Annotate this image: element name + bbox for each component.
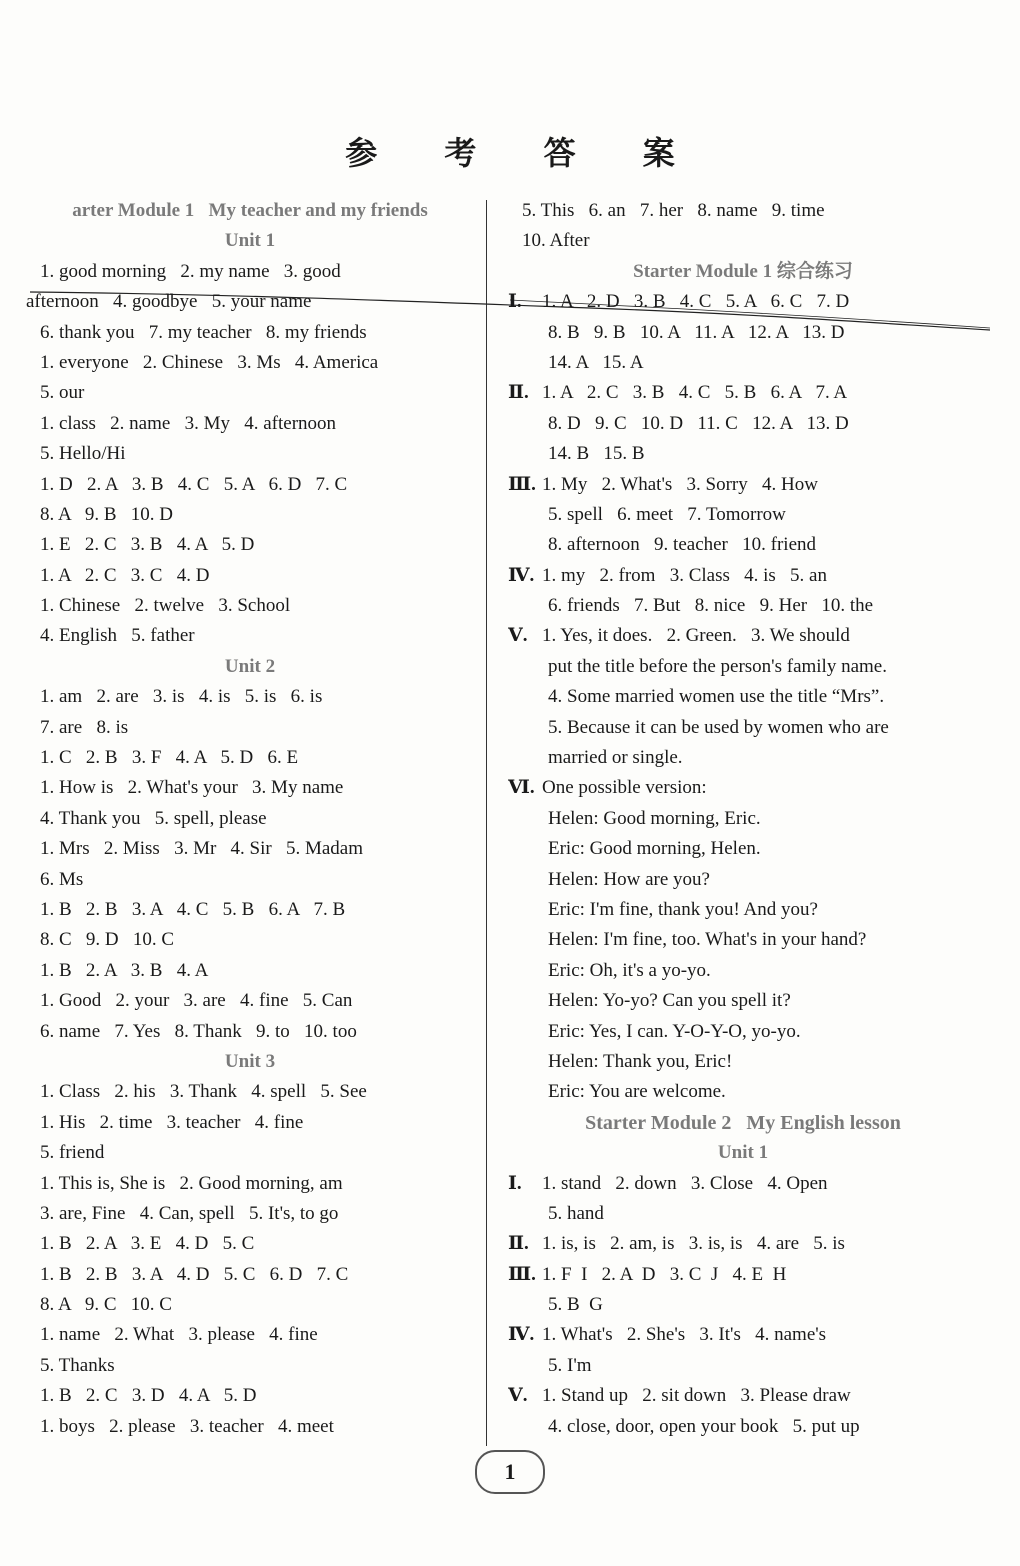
- line-text: 1. A 2. D 3. B 4. C 5. A 6. C 7. D: [542, 291, 850, 313]
- left-column: [26, 196, 474, 1442]
- answer-line: [26, 1290, 474, 1320]
- line-text: 6. thank you 7. my teacher 8. my friends: [40, 321, 367, 343]
- line-text: 8. B 9. B 10. A 11. A 12. A 13. D: [548, 321, 845, 343]
- line-text: 1. B 2. B 3. A 4. D 5. C 6. D 7. C: [40, 1263, 349, 1285]
- line-text: afternoon 4. goodbye 5. your name: [26, 291, 312, 313]
- line-text: Starter Module 1 综合练习: [633, 260, 853, 282]
- line-text: Eric: I'm fine, thank you! And you?: [548, 898, 818, 920]
- line-text: 5. our: [40, 382, 85, 404]
- answer-line: [26, 1077, 474, 1107]
- answer-line: [508, 743, 978, 773]
- section-numeral: Ⅴ.: [508, 1385, 528, 1407]
- line-text: Eric: You are welcome.: [548, 1081, 726, 1103]
- answer-line: [508, 682, 978, 712]
- line-text: 1. A 2. C 3. C 4. D: [40, 564, 210, 586]
- line-text: 1. Stand up 2. sit down 3. Please draw: [542, 1385, 851, 1407]
- line-text: Helen: Thank you, Eric!: [548, 1050, 733, 1072]
- answer-line: [26, 561, 474, 591]
- line-text: 5. friend: [40, 1142, 105, 1164]
- line-text: Starter Module 2 My English lesson: [585, 1111, 901, 1134]
- line-text: 1. This is, She is 2. Good morning, am: [40, 1172, 343, 1194]
- answer-line: [26, 1381, 474, 1411]
- answer-line: [26, 1351, 474, 1381]
- section-numeral: Ⅰ.: [508, 1172, 522, 1194]
- section-numeral: Ⅴ.: [508, 625, 528, 647]
- line-text: Unit 1: [717, 1142, 769, 1164]
- line-text: Eric: Yes, I can. Y-O-Y-O, yo-yo.: [548, 1020, 801, 1042]
- answer-line: [26, 956, 474, 986]
- line-text: 1. B 2. A 3. E 4. D 5. C: [40, 1233, 255, 1255]
- answer-line: [26, 773, 474, 803]
- answer-line: [508, 925, 978, 955]
- line-text: 1. C 2. B 3. F 4. A 5. D 6. E: [40, 747, 299, 769]
- answer-line: [508, 1412, 978, 1442]
- line-text: 8. D 9. C 10. D 11. C 12. A 13. D: [548, 412, 849, 434]
- section-numeral: Ⅰ.: [508, 291, 522, 313]
- answer-line: [508, 591, 978, 621]
- answer-line: [508, 1351, 978, 1381]
- line-text: 1. What's 2. She's 3. It's 4. name's: [542, 1324, 827, 1346]
- line-text: 1. my 2. from 3. Class 4. is 5. an: [542, 564, 827, 586]
- answer-line: [508, 318, 978, 348]
- line-text: 5. Thanks: [40, 1354, 115, 1376]
- section-numeral: Ⅱ.: [508, 382, 529, 404]
- answer-line: [26, 287, 474, 317]
- line-text: put the title before the person's family name.: [548, 655, 887, 677]
- line-text: arter Module 1 My teacher and my friends: [72, 200, 428, 221]
- answer-line: [508, 956, 978, 986]
- answer-line: [508, 348, 978, 378]
- line-text: 1. My 2. What's 3. Sorry 4. How: [542, 473, 818, 495]
- answer-line: [508, 1017, 978, 1047]
- section-numeral: Ⅳ.: [508, 564, 535, 586]
- line-text: 1. everyone 2. Chinese 3. Ms 4. America: [40, 351, 379, 373]
- section-numeral: Ⅵ.: [508, 777, 535, 799]
- answer-line: [26, 257, 474, 287]
- answer-line: [508, 470, 978, 500]
- line-text: 1. B 2. C 3. D 4. A 5. D: [40, 1385, 257, 1407]
- line-text: 5. I'm: [548, 1354, 592, 1376]
- line-text: 5. Hello/Hi: [40, 443, 126, 465]
- answer-line: [26, 1260, 474, 1290]
- answer-line: [26, 500, 474, 530]
- line-text: 1. F I 2. A D 3. C J 4. E H: [542, 1263, 787, 1285]
- answer-line: [508, 621, 978, 651]
- answer-line: [26, 1229, 474, 1259]
- line-text: 5. Because it can be used by women who are: [548, 716, 889, 738]
- line-text: 3. are, Fine 4. Can, spell 5. It's, to go: [40, 1202, 339, 1224]
- answer-line: [508, 713, 978, 743]
- answer-line: [508, 1169, 978, 1199]
- line-text: 1. Mrs 2. Miss 3. Mr 4. Sir 5. Madam: [40, 838, 364, 860]
- answer-line: [26, 439, 474, 469]
- line-text: 1. am 2. are 3. is 4. is 5. is 6. is: [40, 686, 323, 708]
- answer-line: [26, 865, 474, 895]
- answer-line: [508, 1077, 978, 1107]
- line-text: 8. C 9. D 10. C: [40, 929, 175, 951]
- answer-line: [508, 500, 978, 530]
- answer-line: [508, 834, 978, 864]
- answer-line: [508, 652, 978, 682]
- answer-line: [26, 1017, 474, 1047]
- answer-line: [26, 1138, 474, 1168]
- answer-line: [26, 804, 474, 834]
- line-text: 1. E 2. C 3. B 4. A 5. D: [40, 534, 255, 556]
- line-text: 4. English 5. father: [40, 625, 195, 647]
- section-heading: [26, 226, 474, 256]
- line-text: 1. Class 2. his 3. Thank 4. spell 5. See: [40, 1081, 367, 1103]
- line-text: Eric: Oh, it's a yo-yo.: [548, 959, 711, 981]
- answer-line: [508, 1320, 978, 1350]
- line-text: 1. Yes, it does. 2. Green. 3. We should: [542, 625, 850, 647]
- line-text: Helen: I'm fine, too. What's in your hand?: [548, 929, 867, 951]
- section-numeral: Ⅲ.: [508, 473, 536, 495]
- answer-line: [26, 1320, 474, 1350]
- line-text: 1. Chinese 2. twelve 3. School: [40, 595, 291, 617]
- line-text: 1. A 2. C 3. B 4. C 5. B 6. A 7. A: [542, 382, 848, 404]
- line-text: 6. Ms: [40, 868, 84, 890]
- answer-line: [26, 348, 474, 378]
- answer-line: [26, 743, 474, 773]
- section-heading: [26, 196, 474, 226]
- answer-line: [26, 1169, 474, 1199]
- line-text: Helen: How are you?: [548, 868, 710, 890]
- answer-line: [26, 895, 474, 925]
- answer-line: [508, 895, 978, 925]
- answer-line: [26, 318, 474, 348]
- answer-line: [26, 470, 474, 500]
- answer-line: [26, 621, 474, 651]
- answer-line: [508, 1229, 978, 1259]
- answer-line: [508, 1260, 978, 1290]
- answer-line: [26, 713, 474, 743]
- page-number: 1: [475, 1450, 545, 1494]
- line-text: Unit 2: [224, 655, 276, 677]
- answer-line: [508, 1381, 978, 1411]
- line-text: 5. This 6. an 7. her 8. name 9. time: [522, 200, 825, 221]
- line-text: 5. hand: [548, 1202, 604, 1224]
- line-text: Unit 3: [224, 1050, 276, 1072]
- answer-line: [508, 1199, 978, 1229]
- answer-line: [508, 439, 978, 469]
- line-text: One possible version:: [542, 777, 707, 799]
- line-text: 14. A 15. A: [548, 351, 644, 373]
- answer-line: [508, 804, 978, 834]
- section-heading: [508, 1108, 978, 1138]
- line-text: 1. stand 2. down 3. Close 4. Open: [542, 1172, 828, 1194]
- line-text: 1. name 2. What 3. please 4. fine: [40, 1324, 318, 1346]
- answer-line: [26, 1412, 474, 1442]
- line-text: 5. B G: [548, 1294, 603, 1316]
- line-text: 8. A 9. B 10. D: [40, 503, 174, 525]
- answer-line: [508, 409, 978, 439]
- line-text: 10. After: [522, 230, 590, 252]
- answer-line: [508, 865, 978, 895]
- line-text: 4. Some married women use the title “Mrs”.: [548, 686, 885, 708]
- line-text: 4. close, door, open your book 5. put up: [548, 1415, 860, 1437]
- line-text: Helen: Good morning, Eric.: [548, 807, 761, 829]
- line-text: 1. is, is 2. am, is 3. is, is 4. are 5. is: [542, 1233, 845, 1255]
- answer-line: [26, 530, 474, 560]
- line-text: 4. Thank you 5. spell, please: [40, 807, 267, 829]
- line-text: 7. are 8. is: [40, 716, 129, 738]
- line-text: 1. D 2. A 3. B 4. C 5. A 6. D 7. C: [40, 473, 348, 495]
- line-text: 14. B 15. B: [548, 443, 645, 465]
- line-text: 1. B 2. A 3. B 4. A: [40, 959, 209, 981]
- section-numeral: Ⅳ.: [508, 1324, 535, 1346]
- line-text: Unit 1: [224, 230, 276, 252]
- page-title: 参 考 答 案: [345, 134, 703, 172]
- section-heading: [508, 257, 978, 287]
- answer-line: [508, 196, 978, 226]
- line-text: 1. How is 2. What's your 3. My name: [40, 777, 344, 799]
- page-footer: [0, 1450, 1020, 1494]
- line-text: 1. boys 2. please 3. teacher 4. meet: [40, 1415, 334, 1437]
- line-text: 1. class 2. name 3. My 4. afternoon: [40, 412, 337, 434]
- answer-line: [26, 986, 474, 1016]
- section-heading: [26, 652, 474, 682]
- section-heading: [26, 1047, 474, 1077]
- line-text: Helen: Yo-yo? Can you spell it?: [548, 990, 791, 1012]
- answer-line: [508, 561, 978, 591]
- right-column: [508, 196, 978, 1442]
- answer-line: [26, 378, 474, 408]
- answer-line: [508, 226, 978, 256]
- answer-line: [26, 1199, 474, 1229]
- line-text: 6. friends 7. But 8. nice 9. Her 10. the: [548, 595, 874, 617]
- answer-line: [26, 834, 474, 864]
- answer-line: [26, 1108, 474, 1138]
- section-heading: [508, 1138, 978, 1168]
- line-text: 1. His 2. time 3. teacher 4. fine: [40, 1111, 304, 1133]
- line-text: 6. name 7. Yes 8. Thank 9. to 10. too: [40, 1020, 357, 1042]
- section-numeral: Ⅱ.: [508, 1233, 529, 1255]
- line-text: married or single.: [548, 747, 683, 769]
- line-text: 1. good morning 2. my name 3. good: [40, 260, 341, 282]
- column-divider: [486, 200, 487, 1446]
- line-text: 1. Good 2. your 3. are 4. fine 5. Can: [40, 990, 353, 1012]
- answer-line: [508, 530, 978, 560]
- line-text: Eric: Good morning, Helen.: [548, 838, 761, 860]
- line-text: 1. B 2. B 3. A 4. C 5. B 6. A 7. B: [40, 898, 346, 920]
- line-text: 8. afternoon 9. teacher 10. friend: [548, 534, 817, 556]
- line-text: 5. spell 6. meet 7. Tomorrow: [548, 503, 786, 525]
- answer-line: [508, 287, 978, 317]
- answer-line: [508, 986, 978, 1016]
- answer-line: [26, 925, 474, 955]
- answer-line: [508, 378, 978, 408]
- line-text: 8. A 9. C 10. C: [40, 1294, 172, 1316]
- answer-line: [26, 682, 474, 712]
- answer-line: [26, 409, 474, 439]
- section-numeral: Ⅲ.: [508, 1263, 536, 1285]
- answer-line: [508, 1047, 978, 1077]
- answer-line: [26, 591, 474, 621]
- answer-line: [508, 1290, 978, 1320]
- answer-line: [508, 773, 978, 803]
